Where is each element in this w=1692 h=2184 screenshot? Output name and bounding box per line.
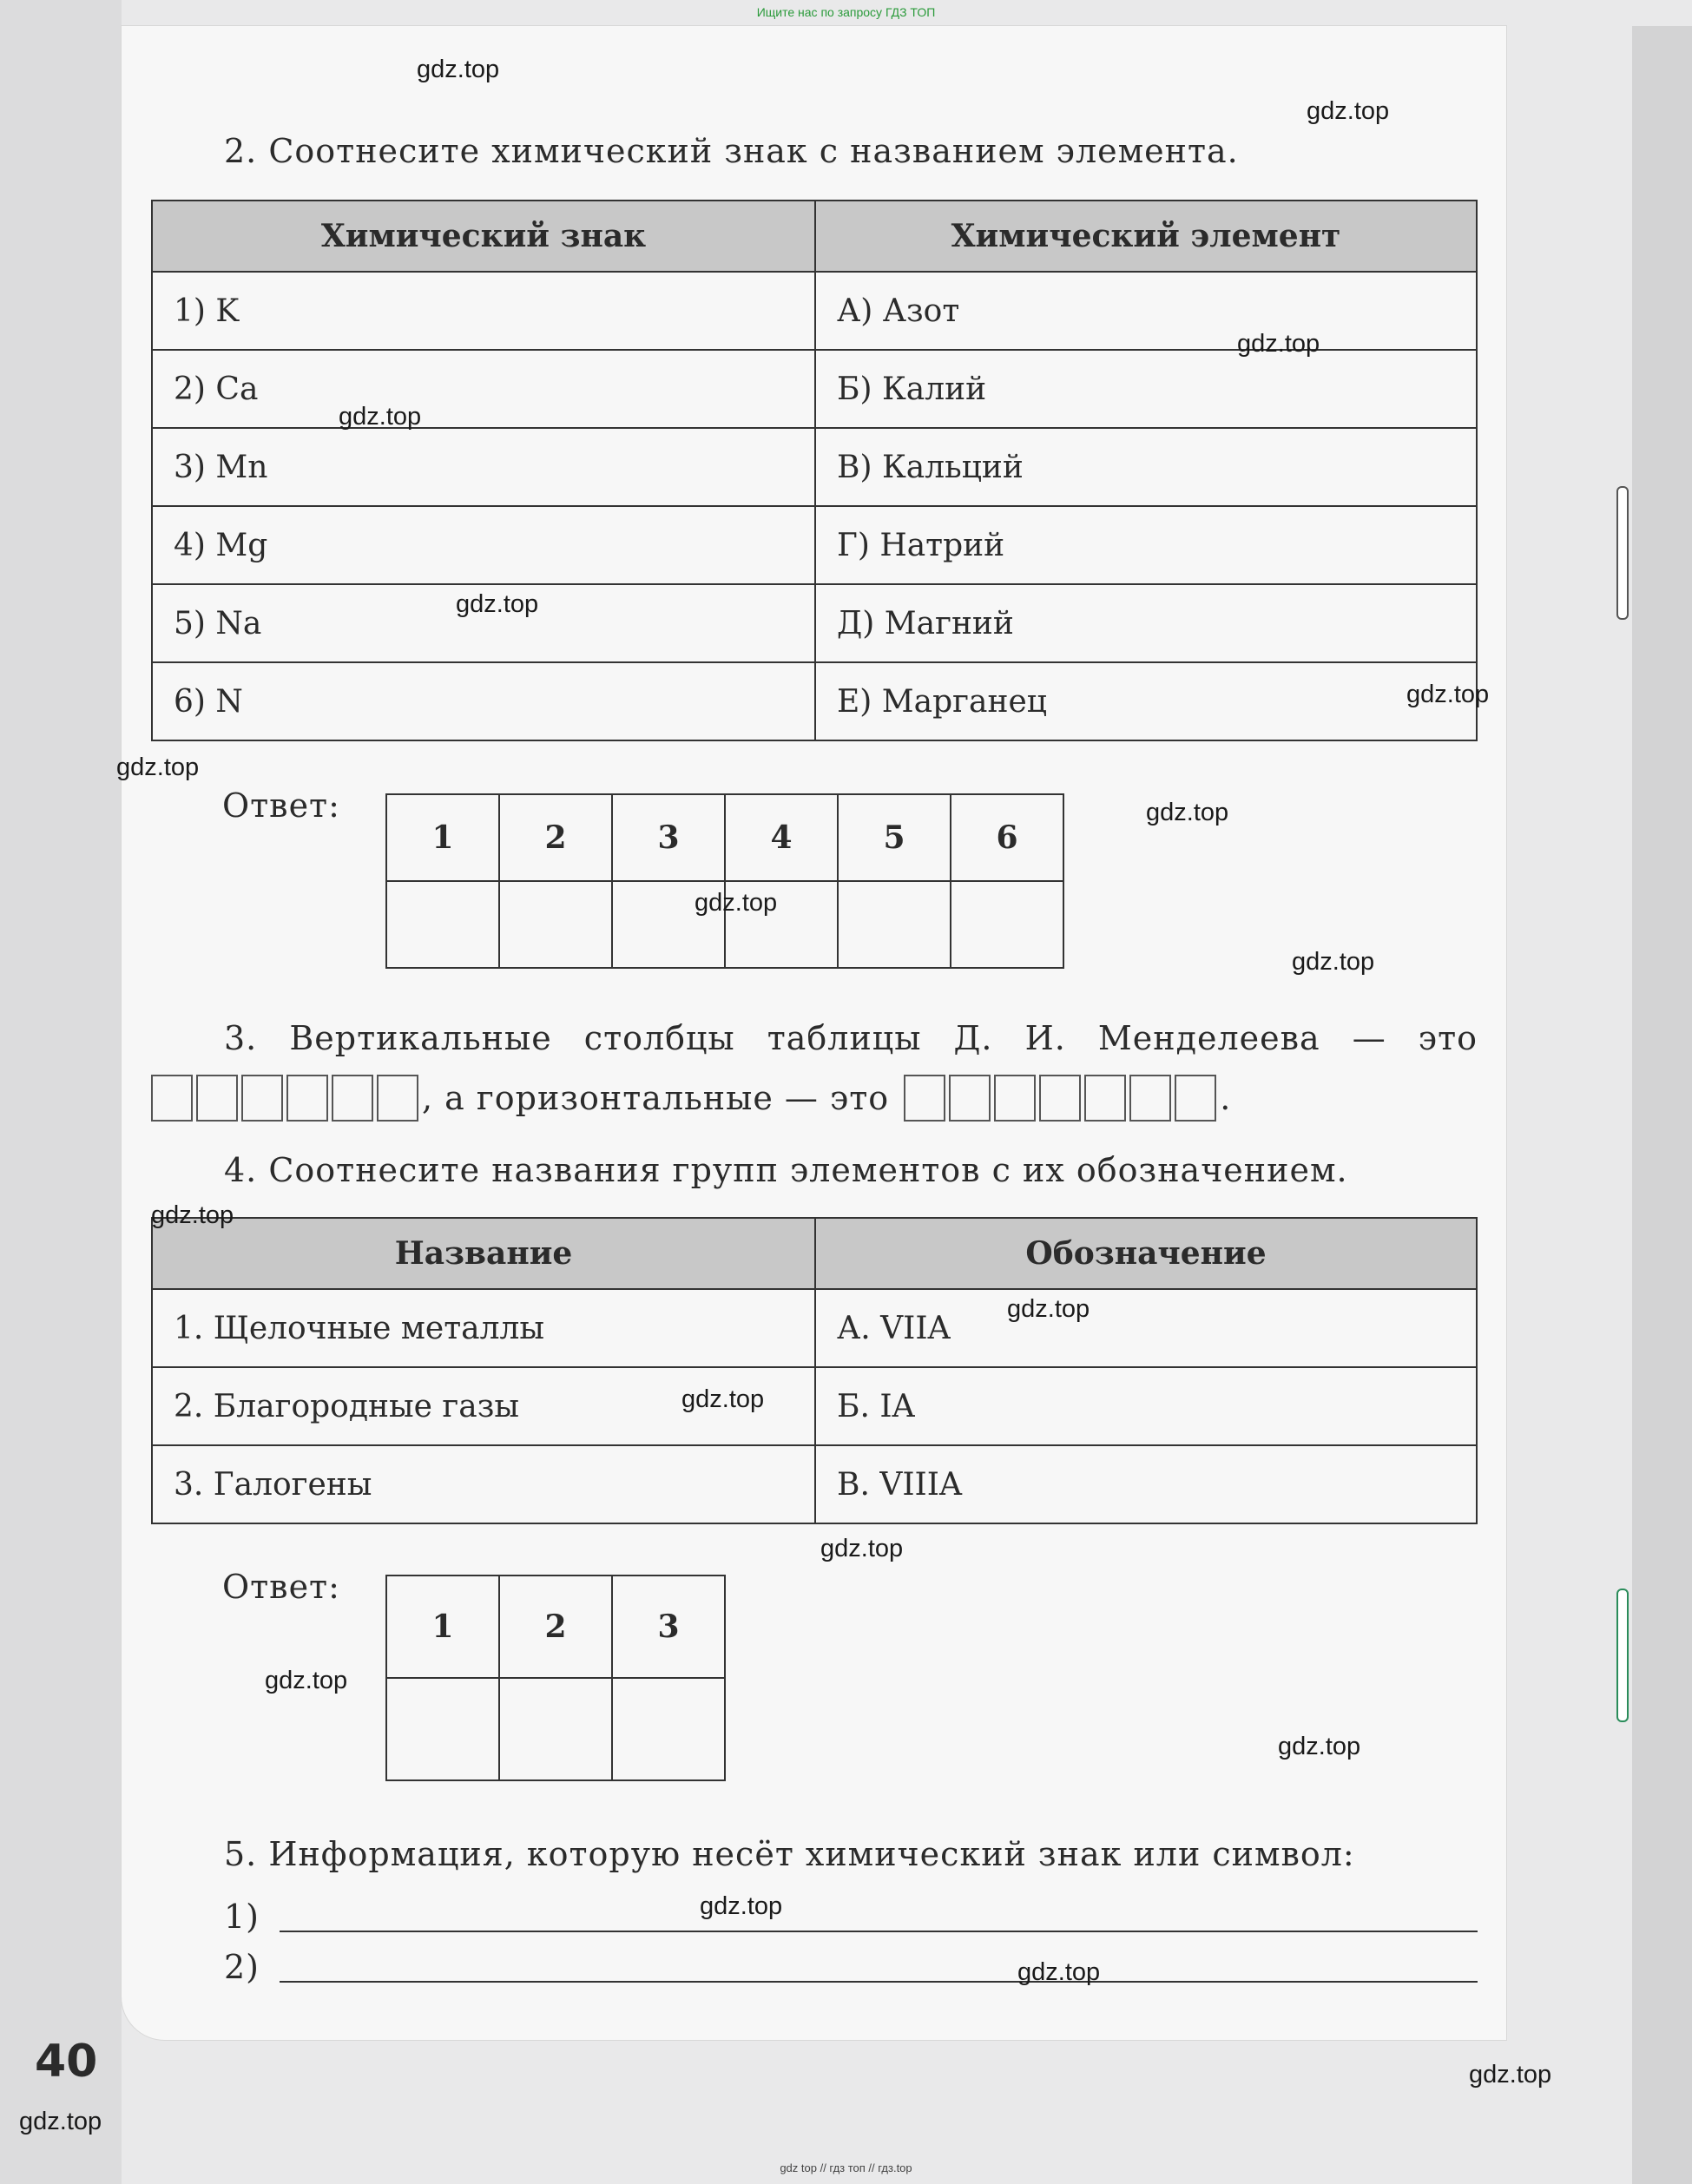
q4-designation-cell: Б. IA — [815, 1367, 1477, 1445]
answer-input-cell[interactable] — [951, 881, 1063, 968]
answer-header-cell: 3 — [612, 1576, 725, 1678]
answer-header-cell: 3 — [612, 794, 725, 881]
q2-symbol-cell: 5) Na — [152, 584, 815, 662]
right-page-edge — [1632, 26, 1692, 2184]
table-row — [152, 1445, 1477, 1523]
watermark: gdz.top — [1278, 1733, 1361, 1760]
watermark: gdz.top — [116, 753, 200, 781]
q2-symbol-cell: 2) Ca — [152, 350, 815, 428]
q4-answer-label: Ответ: — [222, 1568, 340, 1606]
watermark: gdz.top — [1307, 97, 1390, 125]
answer-input-cell[interactable] — [499, 881, 612, 968]
table-row — [152, 662, 1477, 740]
watermark: gdz.top — [1146, 799, 1229, 826]
q3-letter-boxes-first[interactable] — [151, 1075, 422, 1122]
q2-header-element: Химический элемент — [815, 201, 1477, 272]
watermark: gdz.top — [1017, 1958, 1101, 1986]
binder-tab-bottom — [1616, 1589, 1629, 1722]
q3-letter-boxes-second[interactable] — [904, 1075, 1220, 1122]
q5-title: 5. Информация, которую несёт химический знак или символ: — [224, 1835, 1355, 1873]
footer-note: gdz top // гдз топ // гдз.top — [780, 2161, 912, 2174]
watermark: gdz.top — [1406, 681, 1490, 708]
q5-item-2-label: 2) — [224, 1948, 260, 1986]
watermark: gdz.top — [1237, 330, 1320, 358]
q2-symbol-cell: 1) K — [152, 272, 815, 350]
q2-symbol-cell: 6) N — [152, 662, 815, 740]
q4-title: 4. Соотнесите названия групп элементов с их обозначением. — [224, 1151, 1348, 1189]
answer-header-cell: 4 — [725, 794, 838, 881]
watermark: gdz.top — [417, 56, 500, 83]
answer-input-cell[interactable] — [386, 881, 499, 968]
answer-input-cell[interactable] — [499, 1678, 612, 1780]
watermark: gdz.top — [339, 403, 422, 431]
answer-header-cell: 2 — [499, 1576, 612, 1678]
page-number: 40 — [35, 2036, 98, 2088]
q5-answer-line-1[interactable] — [280, 1931, 1478, 1932]
q2-element-cell: В) Кальций — [815, 428, 1477, 506]
q4-name-cell: 3. Галогены — [152, 1445, 815, 1523]
q4-name-cell: 2. Благородные газы — [152, 1367, 815, 1445]
watermark: gdz.top — [1469, 2061, 1552, 2089]
watermark: gdz.top — [19, 2108, 102, 2135]
q3-end-dot: . — [1220, 1079, 1232, 1117]
watermark: gdz.top — [700, 1892, 783, 1920]
q2-answer-grid — [385, 793, 1064, 969]
watermark: gdz.top — [151, 1201, 234, 1229]
watermark: gdz.top — [695, 889, 778, 917]
q2-title: 2. Соотнесите химический знак с названием элемента. — [224, 132, 1239, 170]
answer-header-cell: 1 — [386, 1576, 499, 1678]
header-note: Ищите нас по запросу ГДЗ ТОП — [756, 5, 936, 19]
table-row — [152, 1289, 1477, 1367]
q2-element-cell: Е) Марганец — [815, 662, 1477, 740]
q4-designation-cell: В. VIIIA — [815, 1445, 1477, 1523]
watermark: gdz.top — [265, 1667, 348, 1694]
q4-name-cell: 1. Щелочные металлы — [152, 1289, 815, 1367]
watermark: gdz.top — [1007, 1295, 1090, 1323]
answer-input-cell[interactable] — [838, 881, 951, 968]
answer-header-cell: 6 — [951, 794, 1063, 881]
q2-element-cell: А) Азот — [815, 272, 1477, 350]
q5-answer-line-2[interactable] — [280, 1981, 1478, 1983]
table-row — [152, 428, 1477, 506]
table-row — [152, 1367, 1477, 1445]
q2-match-table — [151, 200, 1478, 741]
q4-answer-grid — [385, 1575, 726, 1781]
q5-item-1-label: 1) — [224, 1898, 260, 1936]
q3-line2 — [151, 1075, 1231, 1122]
q4-header-designation: Обозначение — [815, 1218, 1477, 1289]
q3-line1: 3. Вертикальные столбцы таблицы Д. И. Менделеева — это — [224, 1019, 1478, 1057]
q2-answer-label: Ответ: — [222, 786, 340, 825]
q2-symbol-cell: 3) Mn — [152, 428, 815, 506]
q2-header-symbol: Химический знак — [152, 201, 815, 272]
answer-header-cell: 5 — [838, 794, 951, 881]
table-row — [152, 584, 1477, 662]
q4-header-name: Название — [152, 1218, 815, 1289]
q3-middle-text: , а горизонтальные — это — [422, 1079, 890, 1117]
q2-element-cell: Д) Магний — [815, 584, 1477, 662]
left-background — [0, 0, 122, 2184]
answer-header-cell: 2 — [499, 794, 612, 881]
q2-element-cell: Б) Калий — [815, 350, 1477, 428]
watermark: gdz.top — [456, 590, 539, 618]
watermark: gdz.top — [1292, 948, 1375, 976]
binder-tab-top — [1616, 486, 1629, 620]
q2-symbol-cell: 4) Mg — [152, 506, 815, 584]
q2-element-cell: Г) Натрий — [815, 506, 1477, 584]
q4-designation-cell: А. VIIA — [815, 1289, 1477, 1367]
watermark: gdz.top — [681, 1385, 765, 1413]
watermark: gdz.top — [820, 1535, 904, 1562]
answer-input-cell[interactable] — [612, 1678, 725, 1780]
answer-header-cell: 1 — [386, 794, 499, 881]
answer-input-cell[interactable] — [386, 1678, 499, 1780]
q4-match-table — [151, 1217, 1478, 1524]
table-row — [152, 506, 1477, 584]
